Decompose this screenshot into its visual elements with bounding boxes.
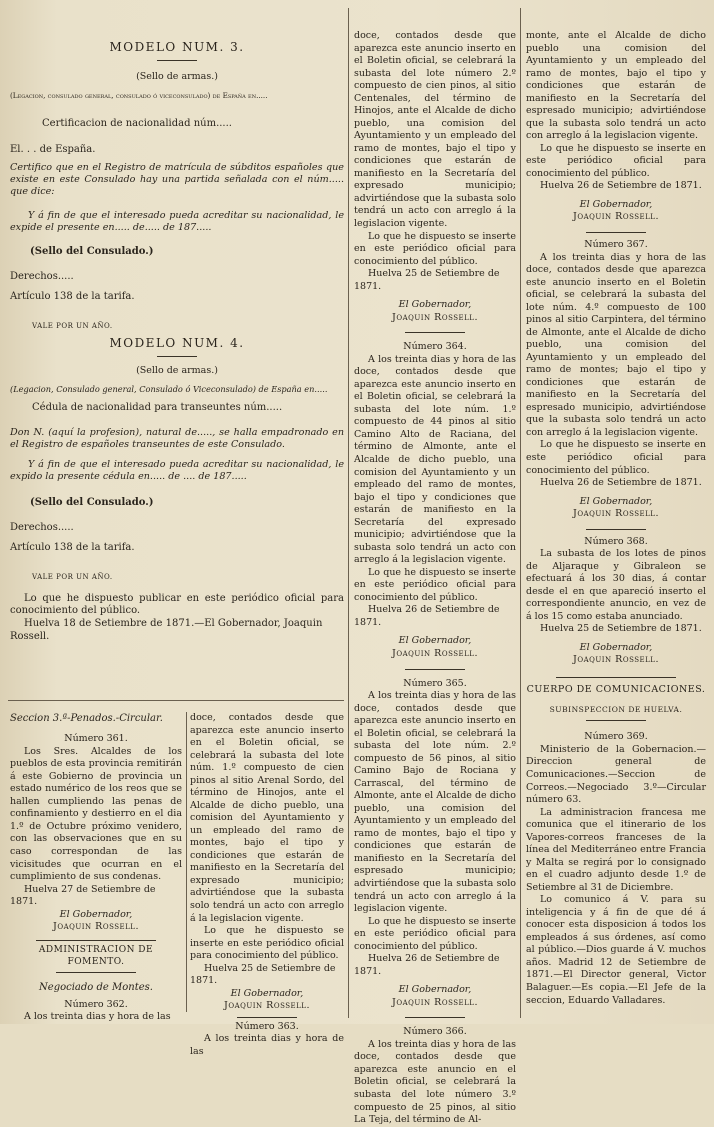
n364-body: A los treinta dias y hora de las doce, contados desde que aparezca este anuncio inserto en el Boletin oficial, se celebrará la subasta del lote núm. 1.º compuesto de 44 pinos al sitio Camino Alto de Raciana, del término de Almonte, ante el Alcalde de dicho pueblo, una comision del Ayuntamiento y un empleado del ramo de montes, bajo el tipo y condiciones que estarán de manifiesto en la Secretaría del expresado municipio; advirtiéndose que la subasta solo tendrá un acto con arreglo á la legislacion vigente. xyxy=(354,353,516,566)
section-rule xyxy=(586,232,646,233)
final-notice-text: Lo que he dispuesto publicar en este periódico oficial para conocimiento del público. xyxy=(10,592,344,616)
n366-dispuesto: Lo que he dispuesto se inserte en este periódico oficial para conocimiento del público. xyxy=(526,142,706,179)
modelo3-legacion: (Legacion, consulado general, consulado ó viceconsulado) de España en..... xyxy=(10,91,268,100)
n366-gob: El Gobernador, xyxy=(579,198,653,210)
modelo4-legacion: (Legacion, Consulado general, Consulado ó Viceconsulado) de España en..... xyxy=(10,383,328,394)
final-notice-sign: Huelva 18 de Setiembre de 1871.—El Gobernador, Joaquin Rossell. xyxy=(10,617,323,642)
modelo3-sello-consulado: (Sello del Consulado.) xyxy=(30,245,154,257)
section-rule xyxy=(56,972,136,973)
n363-dispuesto: Lo que he dispuesto se inserte en este periódico oficial para conocimiento del público. xyxy=(354,230,516,267)
numero-369: Número 369. xyxy=(584,731,648,743)
modelo4-sello-armas: (Sello de armas.) xyxy=(136,364,218,376)
n364-date: Huelva 26 de Setiembre de 1871. xyxy=(354,604,500,628)
n368-body: La subasta de los lotes de pinos de Aljaraque y Gibraleon se efectuará á los 30 dias, á contar desde el en que apareció inserto el correspondiente anuncio, en vez de á los 15 como estaba anunciado. xyxy=(526,548,706,622)
section-rule xyxy=(237,1017,297,1018)
section-rule xyxy=(586,529,646,530)
n363-continuation: doce, contados desde que aparezca este anuncio inserto en el Boletin oficial, se celebrará la subasta del lote número 2.º compuesto de cien pinos, al sitio Centenales, del término de Hinojos, ante el Alcalde de dicho pueblo, una comision del Ayuntamiento y un empleado del ramo de montes, bajo el tipo y condiciones que estarán de manifiesto en la Secretaría del expresado municipio; advirtiéndose que la subasta solo tendrá un acto con arreglo á la legislacion vigente. xyxy=(354,30,516,229)
modelo4-vale: VALE POR UN AÑO. xyxy=(32,572,113,581)
modelo4-fin: Y á fin de que el interesado pueda acreditar su nacionalidad, le expido la presente cédula en..... de .... de 187..... xyxy=(10,458,344,482)
n362-dispuesto: Lo que he dispuesto se inserte en este periódico oficial para conocimiento del público. xyxy=(190,925,344,962)
column-separator xyxy=(348,8,349,1018)
column-three xyxy=(354,30,516,1126)
modelo4-don: Don N. (aquí la profesion), natural de....., se halla empadronado en el Registro de españoles transeuntes de este Consulado. xyxy=(10,426,344,450)
modelo3-vale: VALE POR UN AÑO. xyxy=(32,321,113,330)
n368-name: Joaquin Rossell. xyxy=(573,654,659,666)
n367-body: A los treinta dias y hora de las doce, contados desde que aparezca este anuncio inserto en el Boletin oficial, se celebrará la subasta del lote núm. 4.º compuesto de 100 pinos al sitio Carpintera, del término de Almonte, ante el Alcalde de dicho pueblo, una comision del Ayuntamiento y un empleado del ramo de montes; bajo el tipo y condiciones que estarán de manifiesto en la Secretaría del espresado municipio, advirtiéndose que la subasta solo tendrá un acto con arreglo á la legislacion vigente. xyxy=(526,251,706,438)
seccion3-column xyxy=(10,712,182,1023)
seccion3-date: Huelva 27 de Setiembre de 1871. xyxy=(10,883,156,908)
n363-name: Joaquin Rossell. xyxy=(392,311,478,323)
n369-body-3: Lo comunico á V. para su inteligencia y á fin de que dé á conocer esta disposicion á todos los empleados á sus órdenes, así como al público.—Dios guarde á V. muchos años. Madrid 12 de Setiembre de 1871.—El Director general, Victor Balaguer.—Es copia.—El Jefe de la seccion, Eduardo Valladares. xyxy=(526,894,706,1006)
seccion3-heading: Seccion 3.ª-Penados.-Circular. xyxy=(10,713,163,724)
title-rule xyxy=(157,60,197,61)
section-rule xyxy=(586,720,646,721)
n362-name: Joaquin Rossell. xyxy=(224,1000,310,1012)
column-separator xyxy=(186,712,187,1012)
n368-date: Huelva 25 de Setiembre de 1871. xyxy=(540,623,702,635)
subinspeccion-huelva: SUBINSPECCION DE HUELVA. xyxy=(549,704,683,714)
n364-name: Joaquin Rossell. xyxy=(392,647,478,659)
section-rule xyxy=(405,669,465,670)
n365-gob: El Gobernador, xyxy=(398,984,472,996)
modelo3-derechos: Derechos..... xyxy=(10,270,74,282)
numero-367: Número 367. xyxy=(584,238,648,250)
n366-name: Joaquin Rossell. xyxy=(573,211,659,223)
numero-364: Número 364. xyxy=(403,341,467,353)
numero-361: Número 361. xyxy=(64,733,128,745)
n369-body-2: La administracion francesa me comunica que el itinerario de los Vapores-correos franceses de la línea del Mediterráneo entre Francia y Malta se regirá por lo consignado en el cuadro adjunto desde 1.º de Setiembre al 31 de Diciembre. xyxy=(526,806,706,893)
modelos-column xyxy=(10,40,344,695)
section-rule xyxy=(36,940,156,941)
n365-body: A los treinta dias y hora de las doce, contados desde que aparezca este anuncio inserto en el Boletin oficial, se celebrará la subasta del lote núm. 2.º compuesto de 56 pinos, al sitio Camino Bajo de Rociana y Carrascal, del término de Almonte, ante el Alcalde de dicho pueblo, una comision del Ayuntamiento y un empleado del ramo de montes, bajo el tipo y condiciones que estarán de manifiesto en la Secretaría del espresado municipio; advirtiéndose que la subasta solo tendrá un acto con arreglo á la legislacion vigente. xyxy=(354,690,516,915)
column-separator xyxy=(520,8,521,1018)
n365-date: Huelva 26 de Setiembre de 1871. xyxy=(354,953,500,977)
n362-body: A los treinta dias y hora de las xyxy=(24,1011,171,1023)
negociado-montes: Negociado de Montes. xyxy=(39,982,153,994)
n362-continuation-column xyxy=(190,712,344,1057)
n363-gob: El Gobernador, xyxy=(398,299,472,311)
section-rule xyxy=(405,332,465,333)
n369-body: Ministerio de la Gobernacion.—Direccion general de Comunicaciones.—Seccion de Correos.—Negociado 3.º—Circular número 63. xyxy=(526,743,706,806)
seccion3-gob: El Gobernador, xyxy=(59,908,133,920)
n365-name: Joaquin Rossell. xyxy=(392,996,478,1008)
seccion3-name: Joaquin Rossell. xyxy=(53,921,139,933)
numero-366: Número 366. xyxy=(403,1026,467,1038)
n367-date: Huelva 26 de Setiembre de 1871. xyxy=(540,477,702,489)
n362-date: Huelva 25 de Setiembre de 1871. xyxy=(190,962,336,987)
n363-body: A los treinta dias y hora de las xyxy=(190,1033,344,1057)
n364-gob: El Gobernador, xyxy=(398,635,472,647)
modelo4-sello-consulado: (Sello del Consulado.) xyxy=(30,496,154,508)
n366-continuation: monte, ante el Alcalde de dicho pueblo una comision del Ayuntamiento y un empleado del ramo de montes, bajo el tipo y condiciones que estarán de manifiesto en la Secretaría del espresado municipio; advirtiéndose que la subasta solo tendrá un acto con arreglo á la legislacion vigente. xyxy=(526,30,706,142)
section-rule xyxy=(405,1017,465,1018)
n366-body: A los treinta dias y hora de las doce, contados desde que aparezca este anuncio en el Boletin oficial, se celebrará la subasta del lote número 3.º compuesto de 25 pinos, al sitio La Teja, del término de Al- xyxy=(354,1038,516,1126)
modelo3-sello-armas: (Sello de armas.) xyxy=(136,71,218,82)
n364-dispuesto: Lo que he dispuesto se inserte en este periódico oficial para conocimiento del público. xyxy=(354,566,516,603)
n365-dispuesto: Lo que he dispuesto se inserte en este periódico oficial para conocimiento del público. xyxy=(354,915,516,952)
section-divider xyxy=(8,700,344,701)
title-rule xyxy=(157,356,197,357)
numero-363: Número 363. xyxy=(235,1020,299,1032)
section-rule xyxy=(556,677,676,678)
cuerpo-comunicaciones: CUERPO DE COMUNICACIONES. xyxy=(526,683,706,695)
n368-gob: El Gobernador, xyxy=(579,641,653,653)
modelo3-certifico: Certifico que en el Registro de matrícula de súbditos españoles que existe en este Consulado hay una partida señalada con el núm..... que dice: xyxy=(10,162,344,197)
n367-dispuesto: Lo que he dispuesto se inserte en este periódico oficial para conocimiento del público. xyxy=(526,439,706,476)
n366-date: Huelva 26 de Setiembre de 1871. xyxy=(540,180,702,192)
numero-362: Número 362. xyxy=(64,998,128,1010)
n367-name: Joaquin Rossell. xyxy=(573,508,659,520)
modelo3-articulo: Artículo 138 de la tarifa. xyxy=(10,290,135,302)
n362-continuation: doce, contados desde que aparezca este anuncio inserto en el Boletin oficial, se celebrará la subasta del lote núm. 1.º compuesto de cien pinos al sitio Arenal Sordo, del término de Hinojos, ante el Alcalde de dicho pueblo, una comision del Ayuntamiento y un empleado del ramo de montes, bajo el tipo y condiciones que estarán de manifiesto en la Secretaría del expresado municipio; advirtiéndose que la subasta solo tendrá un acto con arreglo á la legislacion vigente. xyxy=(190,712,344,924)
column-four xyxy=(526,30,706,1018)
n367-gob: El Gobernador, xyxy=(579,495,653,507)
n362-gob: El Gobernador, xyxy=(230,987,304,999)
modelo3-certificacion: Certificacion de nacionalidad núm..... xyxy=(42,118,232,129)
modelo3-title: MODELO NUM. 3. xyxy=(109,40,245,54)
modelo3-el: El. . . de España. xyxy=(10,144,96,155)
modelo4-derechos: Derechos..... xyxy=(10,521,74,533)
modelo4-articulo: Artículo 138 de la tarifa. xyxy=(10,541,135,553)
n363-date: Huelva 25 de Setiembre de 1871. xyxy=(354,268,500,292)
modelo4-title: MODELO NUM. 4. xyxy=(109,335,245,350)
modelo3-fin: Y á fin de que el interesado pueda acreditar su nacionalidad, le expide el presente en..... de..... de 187..... xyxy=(10,209,344,233)
modelo4-cedula: Cédula de nacionalidad para transeuntes núm..... xyxy=(32,401,283,413)
numero-368: Número 368. xyxy=(584,535,648,547)
seccion3-body: Los Sres. Alcaldes de los pueblos de esta provincia remitirán á este Gobierno de provincia un estado numérico de los reos que se hallen cumpliendo las penas de confinamiento y destierro en el dia 1.º de Octubre próximo venidero, con las observaciones que en su caso correspondan de las vicisitudes que ocurran en el cumplimiento de sus condenas. xyxy=(10,745,182,883)
numero-365: Número 365. xyxy=(403,677,467,689)
admin-fomento: ADMINISTRACION DE FOMENTO. xyxy=(38,944,154,967)
